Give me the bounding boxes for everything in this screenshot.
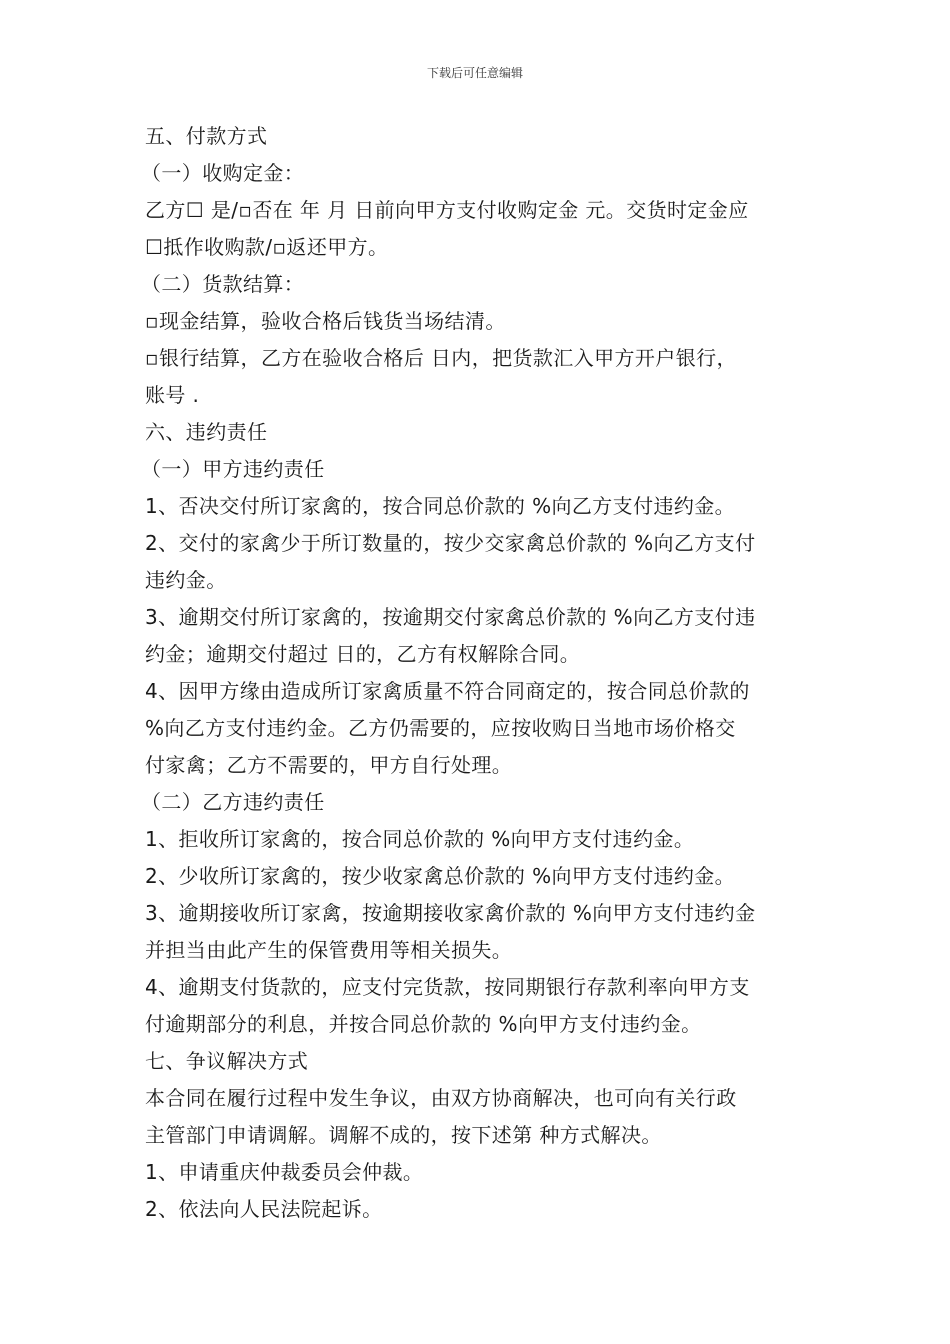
paragraph-line: 乙方☐ 是/▫否在 年 月 日前向甲方支付收购定金 元。交货时定金应 [145,198,749,222]
paragraph-line: 1、拒收所订家禽的，按合同总价款的 %向甲方支付违约金。 [145,827,695,851]
paragraph-line: ☐抵作收购款/▫返还甲方。 [145,235,389,259]
subsection-heading: （一）甲方违约责任 [141,457,325,481]
paragraph-line: 3、逾期接收所订家禽，按逾期接收家禽价款的 %向甲方支付违约金 [145,901,756,925]
paragraph-line: 4、因甲方缘由造成所订家禽质量不符合同商定的，按合同总价款的 [145,679,750,703]
paragraph-line: 2、少收所订家禽的，按少收家禽总价款的 %向甲方支付违约金。 [145,864,736,888]
paragraph-line: 付逾期部分的利息，并按合同总价款的 %向甲方支付违约金。 [145,1012,702,1036]
section-heading: 五、付款方式 [145,124,268,148]
subsection-heading: （二）乙方违约责任 [141,790,325,814]
subsection-heading: （一）收购定金： [141,161,305,185]
paragraph-line: 3、逾期交付所订家禽的，按逾期交付家禽总价款的 %向乙方支付违 [145,605,756,629]
section-heading: 七、争议解决方式 [145,1049,309,1073]
paragraph-line: %向乙方支付违约金。乙方仍需要的，应按收购日当地市场价格交 [145,716,736,740]
document-body [141,118,810,1228]
paragraph-line: ▫现金结算，验收合格后钱货当场结清。 [145,309,506,333]
paragraph-line: 1、否决交付所订家禽的，按合同总价款的 %向乙方支付违约金。 [145,494,736,518]
paragraph-line: 本合同在履行过程中发生争议，由双方协商解决，也可向有关行政 [145,1086,737,1110]
paragraph-line: 付家禽；乙方不需要的，甲方自行处理。 [145,753,513,777]
paragraph-line: 账号 . [145,383,200,407]
paragraph-line: 2、依法向人民法院起诉。 [145,1197,383,1221]
section-heading: 六、违约责任 [145,420,268,444]
paragraph-line: 违约金。 [145,568,227,592]
page-header: 下载后可任意编辑 [426,66,523,80]
paragraph-line: 2、交付的家禽少于所订数量的，按少交家禽总价款的 %向乙方支付 [145,531,756,555]
paragraph-line: 约金；逾期交付超过 日的，乙方有权解除合同。 [145,642,581,666]
subsection-heading: （二）货款结算： [141,272,305,296]
paragraph-line: 1、申请重庆仲裁委员会仲裁。 [145,1160,424,1184]
paragraph-line: ▫银行结算，乙方在验收合格后 日内，把货款汇入甲方开户银行， [145,346,737,370]
paragraph-line: 4、逾期支付货款的，应支付完货款，按同期银行存款利率向甲方支 [145,975,750,999]
paragraph-line: 主管部门申请调解。调解不成的，按下述第 种方式解决。 [145,1123,662,1147]
paragraph-line: 并担当由此产生的保管费用等相关损失。 [145,938,513,962]
